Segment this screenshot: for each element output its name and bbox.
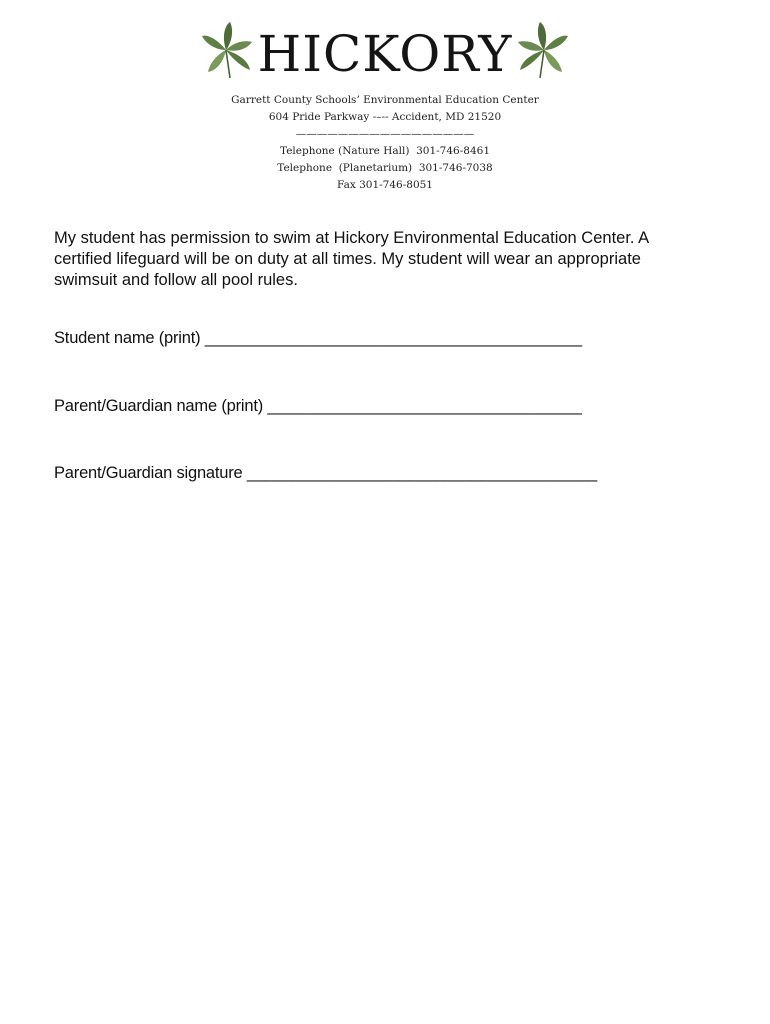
address-divider: ————————————————— (295, 128, 475, 140)
phone-nature-hall: Telephone (Nature Hall) 301-746-8461 (280, 145, 490, 157)
address-block (0, 92, 770, 194)
logo (0, 14, 770, 86)
letterhead (0, 14, 770, 194)
permission-line: certified lifeguard will be on duty at all times. My student will wear an appropriate (54, 250, 641, 268)
permission-line: My student has permission to swim at Hickory Environmental Education Center. A (54, 229, 650, 247)
guardian-signature-field[interactable]: Parent/Guardian signature _______________________________________ (54, 464, 598, 482)
phone-planetarium: Telephone (Planetarium) 301-746-7038 (277, 162, 493, 174)
hickory-leaf-icon (516, 20, 570, 80)
fax-number: Fax 301-746-8051 (337, 179, 433, 191)
address-line: 604 Pride Parkway -–-- Accident, MD 21520 (268, 111, 502, 123)
student-name-field[interactable]: Student name (print) __________________________________________ (54, 329, 582, 347)
hickory-leaf-icon (200, 20, 254, 80)
logo-wordmark: HICKORY (257, 25, 513, 83)
guardian-name-field[interactable]: Parent/Guardian name (print) ___________________________________ (54, 397, 582, 415)
address-line: Garrett County Schools’ Environmental Education Center (231, 94, 539, 106)
permission-line: swimsuit and follow all pool rules. (54, 271, 298, 289)
permission-statement (54, 228, 704, 291)
